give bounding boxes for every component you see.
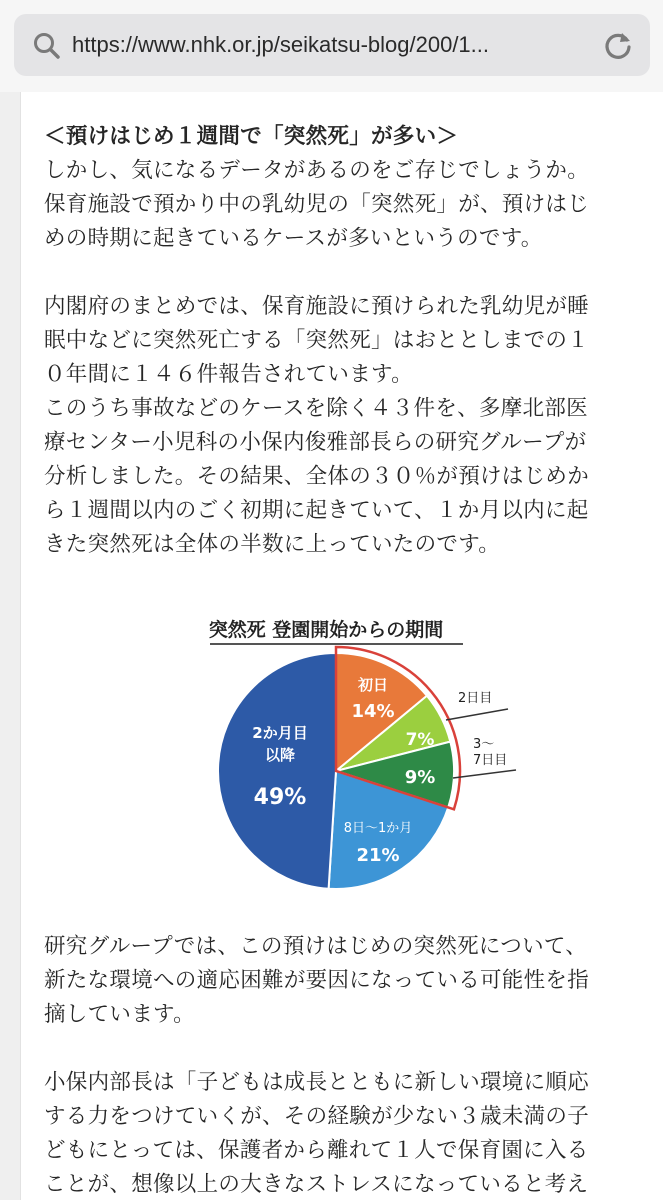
article-heading: ＜預けはじめ１週間で「突然死」が多い＞ — [44, 124, 459, 149]
article-body-continued — [44, 930, 644, 1202]
label-2month-later-1: 2か月目 — [252, 724, 308, 742]
value-day-2: 7% — [405, 730, 435, 750]
label-day-2: 2日目 — [458, 691, 493, 706]
paragraph-4: 小保内部長は「子どもは成長とともに新しい環境に順応 する力をつけていくが、その経験が少ない３歳未満の子 どもにとっては、保護者から離れて１人で保育園に入る ことが、想像以上の大きなストレスになっていると考え — [44, 1070, 590, 1197]
article-body — [44, 120, 644, 562]
url-text[interactable]: https://www.nhk.or.jp/seikatsu-blog/200/1... — [72, 32, 490, 57]
paragraph-1: しかし、気になるデータがあるのをご存じでしょうか。 保育施設で預かり中の乳幼児の「突然死」が、預けはじ めの時期に起きているケースが多いというのです。 — [44, 158, 590, 251]
label-2month-later-2: 以降 — [264, 746, 296, 764]
paragraph-2: 内閣府のまとめでは、保育施設に預けられた乳幼児が睡 眠中などに突然死亡する「突然死」はおととしまでの１ ０年間に１４６件報告されています。 このうち事故などのケースを除く４３件を、多摩北部医 療センター小児科の小保内俊雅部長らの研究グループが 分析しました。その結果、全体の３０％が預けはじめか ら１週間以内のごく初期に起きていて、１か月以内に起 きた突然死は全体の半数に上っていたのです。 — [44, 294, 590, 557]
value-day-3-7: 9% — [404, 767, 436, 788]
leader-day-3-7 — [453, 770, 516, 778]
leader-day-2 — [446, 709, 508, 720]
slice-2month-later — [218, 653, 336, 889]
value-day-8-1month: 21% — [356, 845, 400, 866]
label-first-day: 初日 — [357, 676, 389, 694]
browser-toolbar — [0, 0, 663, 92]
address-bar[interactable] — [14, 14, 650, 76]
reload-icon[interactable] — [602, 29, 634, 61]
value-first-day: 14% — [351, 701, 395, 722]
content-left-border — [0, 92, 21, 1200]
label-day-3-7-a: 3〜 — [473, 737, 495, 752]
paragraph-3: 研究グループでは、この預けはじめの突然死について、 新たな環境への適応困難が要因になっている可能性を指 摘しています。 — [44, 934, 590, 1027]
search-icon — [32, 31, 62, 61]
pie-chart — [198, 610, 528, 902]
pie-chart-svg — [198, 610, 528, 902]
chart-title: 突然死 登園開始からの期間 — [208, 619, 444, 641]
label-day-3-7-b: 7日目 — [473, 753, 508, 768]
value-2month-later: 49% — [253, 785, 307, 810]
label-day-8-1month: 8日〜1か月 — [343, 821, 413, 836]
